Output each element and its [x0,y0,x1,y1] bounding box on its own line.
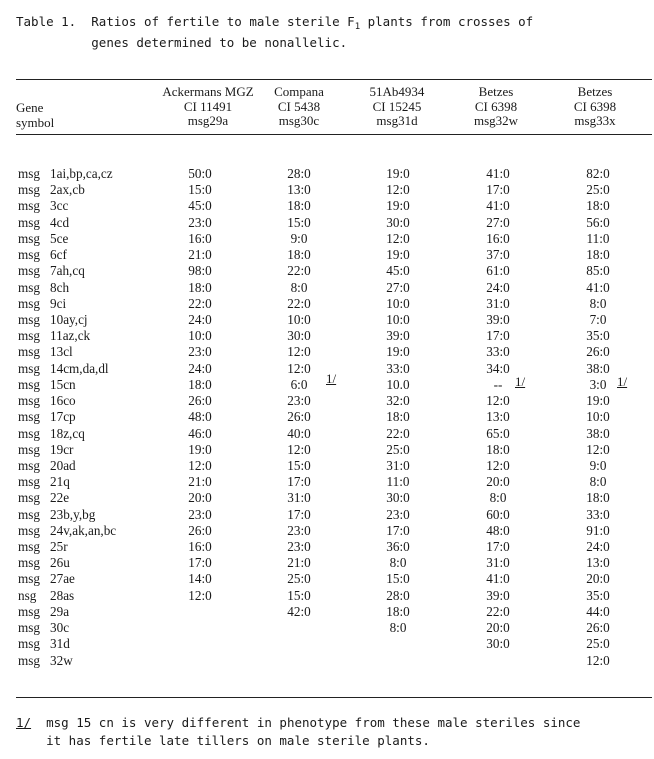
gene-prefix: msg [18,490,40,506]
ratio-cell: 9:0 [290,230,308,246]
ratio-cell [259,653,339,669]
header-col-2-line3: msg30c [278,113,320,128]
ratio-cell: 19:0 [586,393,610,409]
msg33x-column [558,166,638,669]
ratio-cell: 31:0 [287,490,311,506]
ratio-cell: 8:0 [589,295,607,311]
ratio-cell: 18:0 [386,409,410,425]
ratio-cell: 40:0 [287,425,311,441]
gene-symbol: 8ch [50,279,70,295]
header-rule [16,134,652,135]
header-col-5 [530,85,654,129]
ratio-cell: 16:0 [486,230,510,246]
msg29a-column [160,166,240,669]
table-row-symbol [18,426,116,442]
note-marker-col2: 1/ [326,371,337,386]
header-col-1-line2: CI 11491 [183,98,233,114]
header-col-3-line3: msg31d [376,113,418,128]
table-row-symbol [18,653,116,669]
gene-prefix: nsg [18,587,37,603]
table-row-symbol [18,198,116,214]
gene-symbol: 5ce [50,230,69,246]
gene-prefix: msg [18,376,40,392]
ratio-cell: 48:0 [486,522,510,538]
ratio-cell: 33:0 [586,506,610,522]
ratio-cell: 22:0 [287,263,311,279]
ratio-cell [160,620,240,636]
header-col-5-line1: Betzes [577,84,613,99]
gene-symbol: 14cm,da,dl [50,360,109,376]
gene-symbol: 19cr [50,441,74,457]
ratio-cell: 24:0 [188,311,212,327]
ratio-cell: 19:0 [386,198,410,214]
ratio-cell [259,636,339,652]
header-gene-label: Gene [16,100,44,115]
gene-prefix: msg [18,571,40,587]
table-row-symbol [18,377,116,393]
ratio-cell: 31:0 [486,555,510,571]
gene-prefix: msg [18,441,40,457]
gene-symbol: 22e [50,490,70,506]
ratio-cell: 12:0 [287,344,311,360]
gene-prefix: msg [18,295,40,311]
gene-prefix: msg [18,393,40,409]
ratio-cell: 98:0 [188,263,212,279]
ratio-cell: 12:0 [386,182,410,198]
ratio-cell: 35:0 [586,587,610,603]
gene-symbol: 10ay,cj [50,311,88,327]
ratio-cell: 18:0 [486,441,510,457]
table-row-symbol [18,296,116,312]
header-col-1-line1: Ackermans MGZ [162,84,254,99]
header-col-4-line1: Betzes [478,84,514,99]
ratio-cell: 25:0 [386,441,410,457]
gene-symbol: 4cd [50,214,70,230]
ratio-cell [358,653,438,669]
header-col-2-line1: Compana [274,84,324,99]
ratio-cell: 50:0 [188,166,212,181]
header-col-4-line2: CI 6398 [474,98,518,114]
ratio-cell: 20:0 [486,620,510,636]
table-row-symbol [18,523,116,539]
table-row-symbol [18,393,116,409]
ratio-cell: 19:0 [386,166,410,181]
ratio-cell: 30:0 [287,328,311,344]
gene-prefix: msg [18,539,40,555]
table-row-symbol [18,507,116,523]
ratio-cell: 13:0 [586,555,610,571]
gene-prefix: msg [18,360,40,376]
ratio-cell: 17:0 [486,182,510,198]
ratio-cell: 23:0 [188,344,212,360]
gene-prefix: msg [18,311,40,327]
ratio-cell [259,620,339,636]
ratio-cell: 15:0 [386,571,410,587]
table-caption [16,14,636,51]
ratio-cell: 35:0 [586,328,610,344]
ratio-cell: 9:0 [589,457,607,473]
ratio-cell: 8:0 [489,490,507,506]
ratio-cell: 12:0 [486,457,510,473]
ratio-cell [160,604,240,620]
ratio-cell: 16:0 [188,230,212,246]
ratio-cell: 12:0 [586,441,610,457]
ratio-cell: 17:0 [486,328,510,344]
ratio-cell: 18:0 [287,247,311,263]
ratio-cell: 18:0 [586,490,610,506]
ratio-cell: 10:0 [386,311,410,327]
ratio-cell: 19:0 [386,247,410,263]
ratio-cell: 18:0 [386,603,410,619]
table-row-symbol [18,263,116,279]
ratio-cell: 14:0 [188,571,212,587]
ratio-cell: 45:0 [188,198,212,214]
ratio-cell: 22:0 [486,603,510,619]
ratio-cell: 56:0 [586,214,610,230]
ratio-cell: 8:0 [389,620,407,636]
gene-symbol: 28as [50,587,75,603]
table-row-symbol [18,409,116,425]
ratio-cell: 21:0 [287,555,311,571]
ratio-cell: 23:0 [287,393,311,409]
gene-symbol: 1ai,bp,ca,cz [50,166,113,181]
ratio-cell [458,653,538,669]
ratio-cell: 20:0 [586,571,610,587]
table-row-symbol [18,344,116,360]
gene-symbol: 26u [50,555,70,571]
ratio-cell: 30:0 [486,636,510,652]
gene-prefix: msg [18,247,40,263]
ratio-cell: 17:0 [287,506,311,522]
ratio-cell: 31:0 [486,295,510,311]
ratio-cell: 15:0 [287,587,311,603]
ratio-cell: 17:0 [386,522,410,538]
table-row-symbol [18,588,116,604]
ratio-cell: 17:0 [486,539,510,555]
ratio-cell: 18:0 [586,247,610,263]
table-row-symbol [18,247,116,263]
gene-prefix: msg [18,457,40,473]
gene-symbol: 23b,y,bg [50,506,96,522]
ratio-cell: 48:0 [188,409,212,425]
msg32w-column [458,166,538,669]
gene-symbol: 15cn [50,376,76,392]
ratio-cell: 24:0 [486,279,510,295]
caption-line1: Ratios of fertile to male sterile F [91,14,355,29]
header-col-5-line3: msg33x [574,113,616,128]
table-row-symbol [18,361,116,377]
table-row-symbol [18,328,116,344]
ratio-cell: 25:0 [287,571,311,587]
ratio-cell: 12:0 [287,441,311,457]
ratio-cell: 26:0 [586,344,610,360]
ratio-cell: 13:0 [486,409,510,425]
ratio-cell: 13:0 [287,182,311,198]
gene-prefix: msg [18,522,40,538]
gene-symbol: 30c [50,620,70,636]
table-row-symbol [18,280,116,296]
ratio-cell: 12:0 [287,360,311,376]
ratio-cell: 65:0 [486,425,510,441]
ratio-cell: 91:0 [586,522,610,538]
ratio-cell: 41:0 [586,279,610,295]
ratio-cell: 8:0 [290,279,308,295]
ratio-cell: 28:0 [386,587,410,603]
ratio-cell: 25:0 [586,636,610,652]
ratio-cell [160,653,240,669]
gene-prefix: msg [18,182,40,198]
ratio-cell: 10:0 [287,311,311,327]
ratio-cell: 18:0 [188,376,212,392]
ratio-cell: 7:0 [589,311,607,327]
ratio-cell: 17:0 [188,555,212,571]
gene-prefix: msg [18,409,40,425]
gene-prefix: msg [18,506,40,522]
ratio-cell: 22:0 [386,425,410,441]
ratio-cell: 26:0 [586,620,610,636]
ratio-cell: 33:0 [486,344,510,360]
table-row-symbol [18,312,116,328]
ratio-cell: 45:0 [386,263,410,279]
ratio-cell: 26:0 [188,393,212,409]
ratio-cell: 12:0 [386,230,410,246]
table-row-symbol [18,442,116,458]
ratio-cell: 12:0 [188,457,212,473]
bottom-rule [16,697,652,698]
footnote-line1: msg 15 cn is very different in phenotype from these male steriles since [46,715,581,730]
ratio-cell: 23:0 [188,506,212,522]
gene-symbol: 13cl [50,344,73,360]
gene-prefix: msg [18,328,40,344]
header-col-5-line2: CI 6398 [573,98,617,114]
gene-prefix: msg [18,230,40,246]
ratio-cell: 85:0 [586,263,610,279]
ratio-cell: 41:0 [486,198,510,214]
gene-symbol: 25r [50,539,68,555]
ratio-cell: 24:0 [188,360,212,376]
msg30c-column [259,166,339,669]
ratio-cell: 23:0 [386,506,410,522]
ratio-cell: 12:0 [188,587,212,603]
gene-symbol: 31d [50,636,70,652]
header-col-2-line2: CI 5438 [277,98,321,114]
ratio-cell: 61:0 [486,263,510,279]
gene-prefix: msg [18,620,40,636]
ratio-cell: -- [493,376,503,392]
top-rule [16,79,652,80]
gene-symbol: 20ad [50,457,76,473]
ratio-cell: 17:0 [287,474,311,490]
gene-prefix: msg [18,425,40,441]
header-col-1-line3: msg29a [187,113,229,128]
header-col-4-line3: msg32w [473,113,519,128]
gene-prefix: msg [18,555,40,571]
gene-symbol: 32w [50,652,73,668]
ratio-cell: 24:0 [586,539,610,555]
table-row-symbol [18,474,116,490]
caption-line2: genes determined to be nonallelic. [91,35,348,50]
ratio-cell: 20:0 [188,490,212,506]
ratio-cell: 22:0 [287,295,311,311]
ratio-cell: 18:0 [586,198,610,214]
ratio-cell: 39:0 [486,587,510,603]
gene-symbol: 7ah,cq [50,263,85,279]
gene-symbol: 24v,ak,an,bc [50,522,117,538]
table-row-symbol [18,231,116,247]
gene-symbol: 17cp [50,409,76,425]
gene-prefix: msg [18,198,40,214]
caption-subscript: 1 [354,22,361,32]
table-row-symbol [18,490,116,506]
ratio-cell: 23:0 [287,522,311,538]
msg31d-column [358,166,438,669]
table-row-symbol [18,539,116,555]
ratio-cell: 20:0 [486,474,510,490]
ratio-cell: 10.0 [386,376,410,392]
ratio-cell: 21:0 [188,247,212,263]
table-row-symbol [18,182,116,198]
footnote [16,714,646,750]
ratio-cell: 31:0 [386,457,410,473]
ratio-cell: 10:0 [188,328,212,344]
gene-symbol-column [18,166,116,669]
ratio-cell: 16:0 [188,539,212,555]
gene-symbol: 3cc [50,198,69,214]
ratio-cell: 33:0 [386,360,410,376]
gene-prefix: msg [18,344,40,360]
gene-prefix: msg [18,279,40,295]
gene-prefix: msg [18,166,40,181]
ratio-cell: 8:0 [389,555,407,571]
ratio-cell: 27:0 [486,214,510,230]
ratio-cell: 36:0 [386,539,410,555]
header-col-3-line2: CI 15245 [372,98,422,114]
gene-symbol: 6cf [50,247,67,263]
ratio-cell: 10:0 [586,409,610,425]
gene-symbol: 16co [50,393,76,409]
ratio-cell: 26:0 [188,522,212,538]
ratio-cell: 8:0 [589,474,607,490]
table-row-symbol [18,571,116,587]
ratio-cell: 15:0 [287,457,311,473]
ratio-cell: 27:0 [386,279,410,295]
table-row-symbol [18,458,116,474]
ratio-cell: 10:0 [386,295,410,311]
ratio-cell: 3:0 [589,376,607,392]
gene-prefix: msg [18,652,40,668]
gene-prefix: msg [18,636,40,652]
gene-symbol: 21q [50,474,70,490]
ratio-cell: 37:0 [486,247,510,263]
footnote-marker: 1/ [16,715,32,730]
gene-prefix: msg [18,214,40,230]
header-gene-symbol [16,101,116,130]
ratio-cell: 6:0 [290,376,308,392]
ratio-cell: 44:0 [586,603,610,619]
ratio-cell: 26:0 [287,409,311,425]
ratio-cell: 22:0 [188,295,212,311]
ratio-cell: 23:0 [188,214,212,230]
ratio-cell: 15:0 [287,214,311,230]
ratio-cell [358,636,438,652]
ratio-cell: 18:0 [188,279,212,295]
gene-prefix: msg [18,474,40,490]
ratio-cell: 41:0 [486,571,510,587]
gene-symbol: 11az,ck [50,328,91,344]
ratio-cell: 30:0 [386,214,410,230]
ratio-cell: 30:0 [386,490,410,506]
ratio-cell: 23:0 [287,539,311,555]
ratio-cell: 18:0 [287,198,311,214]
ratio-cell: 28:0 [287,166,311,181]
ratio-cell: 82:0 [586,166,610,181]
table-row-symbol [18,604,116,620]
gene-symbol: 18z,cq [50,425,85,441]
table-row-symbol [18,215,116,231]
ratio-cell: 21:0 [188,474,212,490]
caption-line1-end: plants from crosses of [360,14,534,29]
ratio-cell: 39:0 [386,328,410,344]
header-col-3-line1: 51Ab4934 [369,84,425,99]
gene-symbol: 9ci [50,295,67,311]
note-marker-col4: 1/ [515,374,526,389]
table-row-symbol [18,620,116,636]
ratio-cell: 38:0 [586,360,610,376]
gene-prefix: msg [18,263,40,279]
ratio-cell: 60:0 [486,506,510,522]
table-row-symbol [18,166,116,182]
gene-prefix: msg [18,603,40,619]
ratio-cell: 42:0 [287,603,311,619]
ratio-cell: 39:0 [486,311,510,327]
ratio-cell: 34:0 [486,360,510,376]
table-row-symbol [18,555,116,571]
header-symbol-label: symbol [16,114,55,130]
ratio-cell: 15:0 [188,182,212,198]
table-row-symbol [18,636,116,652]
footnote-line2: it has fertile late tillers on male sterile plants. [46,733,430,748]
note-marker-col5: 1/ [617,374,628,389]
gene-symbol: 29a [50,603,70,619]
ratio-cell: 41:0 [486,166,510,181]
ratio-cell: 12:0 [486,393,510,409]
ratio-cell: 11:0 [386,474,410,490]
ratio-cell: 12:0 [586,652,610,668]
ratio-cell: 25:0 [586,182,610,198]
gene-symbol: 27ae [50,571,75,587]
ratio-cell [160,636,240,652]
gene-symbol: 2ax,cb [50,182,85,198]
ratio-cell: 19:0 [188,441,212,457]
ratio-cell: 11:0 [586,230,610,246]
ratio-cell: 32:0 [386,393,410,409]
ratio-cell: 19:0 [386,344,410,360]
ratio-cell: 46:0 [188,425,212,441]
ratio-cell: 38:0 [586,425,610,441]
caption-label: Table 1. [16,14,77,29]
